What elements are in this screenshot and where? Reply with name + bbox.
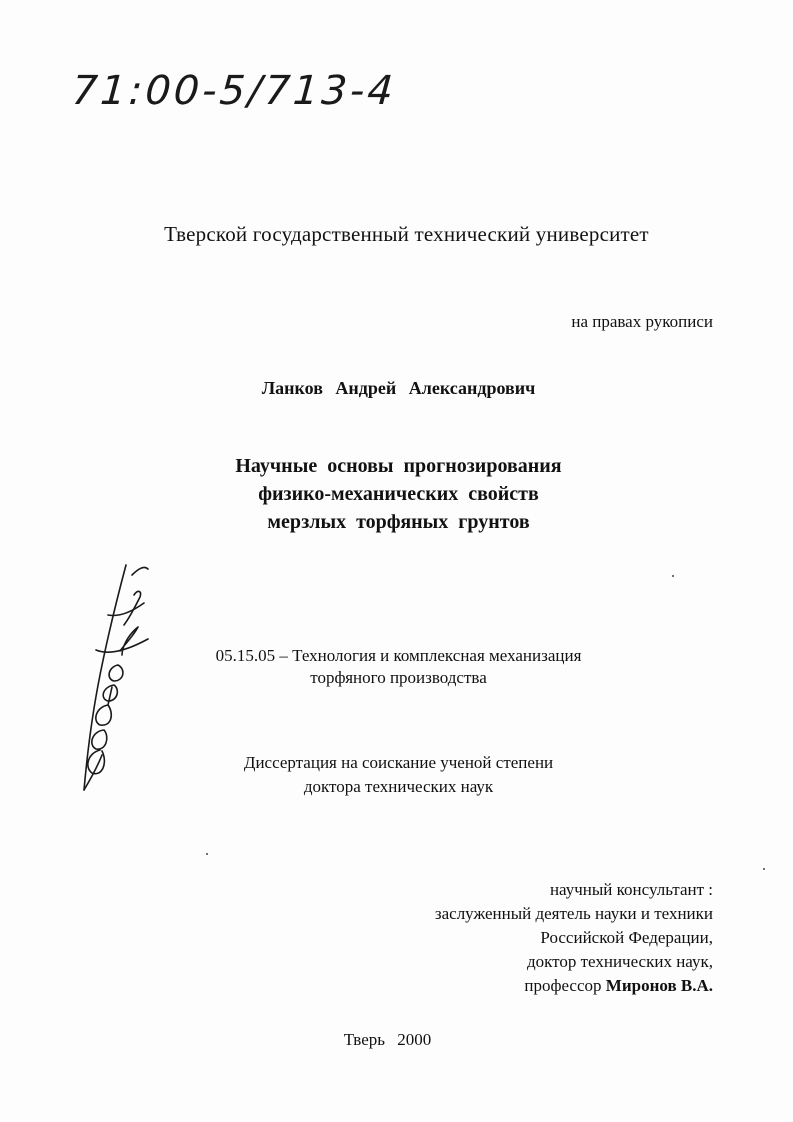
- title-line: физико-механических свойств: [258, 483, 539, 505]
- city-year: Тверь 2000: [343, 1030, 432, 1049]
- dissertation-title: [0, 452, 793, 536]
- degree-line: доктора технических наук: [303, 777, 494, 796]
- manuscript-note: на правах рукописи: [571, 312, 713, 331]
- degree-line: Диссертация на соискание ученой степени: [243, 753, 554, 772]
- consultant-line: научный консультант :: [549, 880, 713, 899]
- consultant-line: заслуженный деятель науки и техники: [434, 904, 713, 923]
- consultant-line: доктор технических наук,: [526, 952, 713, 971]
- scan-speck: [763, 868, 765, 870]
- specialty-line: торфяного производства: [310, 668, 487, 687]
- consultant-name: Миронов В.А.: [605, 976, 713, 995]
- scan-speck: [672, 575, 674, 577]
- scientific-consultant: [435, 878, 713, 998]
- title-line: Научные основы прогнозирования: [235, 455, 562, 477]
- title-line: мерзлых торфяных грунтов: [267, 511, 530, 533]
- specialty: [0, 645, 793, 689]
- consultant-title: профессор: [524, 976, 606, 995]
- consultant-line: Российской Федерации,: [540, 928, 713, 947]
- degree-statement: [0, 751, 793, 799]
- author-name: Ланков Андрей Александрович: [261, 378, 536, 398]
- archive-number: 71:00-5/713-4: [70, 68, 398, 114]
- consultant-line: [435, 974, 713, 998]
- specialty-line: 05.15.05 – Технология и комплексная механизация: [215, 646, 582, 665]
- scan-speck: [206, 853, 208, 855]
- university-name: Тверской государственный технический университет: [164, 222, 649, 246]
